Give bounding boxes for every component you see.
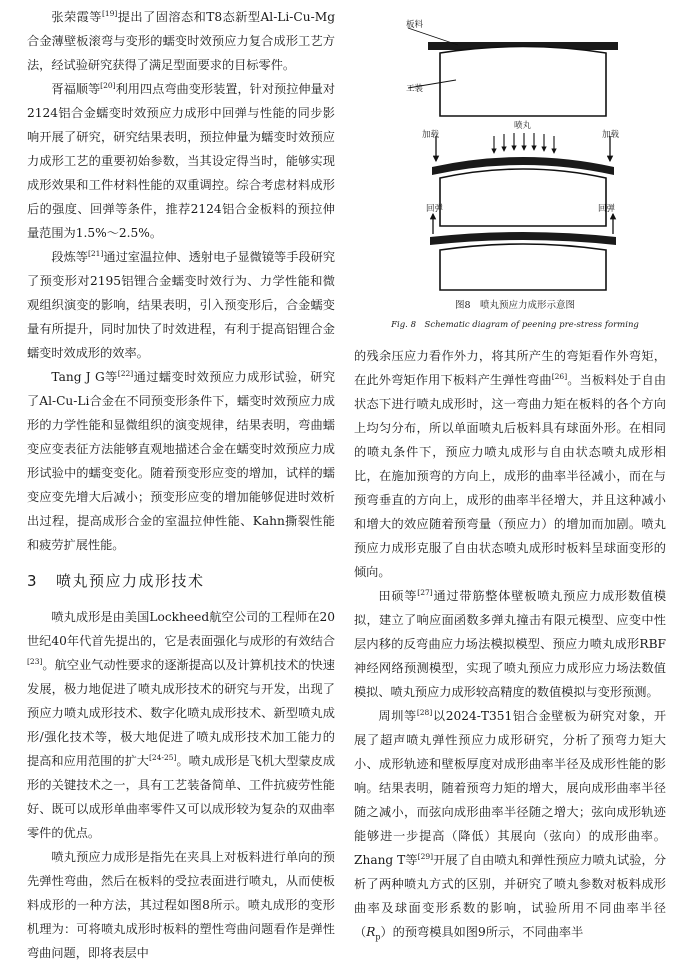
paragraph [354, 344, 666, 584]
citation: [28] [416, 708, 433, 717]
paragraph-text: 提出了固溶态和T8态新型Al-Li-Cu-Mg合金薄壁板滚弯与变形的蠕变时效预应力复合成形工艺方法，经试验研究获得了满足型面要求的目标零件。 [27, 10, 335, 72]
paragraph-text: 通过蠕变时效预应力成形试验，研究了Al-Cu-Li合金在不同预变形条件下，蠕变时效预应力成形的力学性能和显微组织的演变规律，结果表明，弯曲蠕变应变表征方法能够直观地描述合金在蠕变时效预应力成形试验中的蠕变变化。随着预变形应变的增加，试样的蠕变应变先增大后减小；预变形应变的增加能够促进时效析出过程，提高成形合金的室温拉伸性能、Kahn撕裂性能和疲劳扩展性能。 [27, 370, 336, 552]
author-name: Tang J G等 [51, 370, 118, 384]
paragraph-text: 。当板料处于自由状态下进行喷丸成形时，这一弯曲力矩在板料的各个方向上均匀分布，所以单面喷丸后板料具有球面外形。在相同的喷丸条件下，预应力喷丸成形与自由状态喷丸成形相比，在施加预弯的方向上，成形的曲率半径减小，而在与预弯垂直的方向上，成形的曲率半径增大，并且这种减小和增大的效应随着预弯量（预应力）的增加而加剧。喷丸预应力成形克服了自由状态喷丸成形时板料呈球面变形的倾向。 [354, 373, 667, 579]
stage-1-setup [408, 28, 618, 116]
paragraph [27, 5, 335, 77]
figure-caption-zh: 图8 喷丸预应力成形示意图 [454, 300, 576, 311]
paragraph [27, 245, 335, 365]
citation: [27] [417, 588, 433, 597]
paragraph [354, 584, 666, 704]
citation: [20] [100, 81, 116, 90]
fixture-2 [440, 169, 606, 226]
paragraph-text: 的残余压应力看作外力，将其所产生的弯矩看作外弯矩，在此外弯矩作用下板料产生弹性弯曲 [354, 349, 666, 387]
paragraph-text: 以2024-T351铝合金壁板为研究对象，开展了超声喷丸弹性预应力成形研究，分析了预弯力矩大小、成形轨迹和壁板厚度对成形曲率半径及成形性能的影响。结果表明，随着预弯力矩的增大，展向成形曲率半径随之减小，而弦向成形曲率半径随之增大；弦向成形轨迹能够进一步提高（降低）其展向（弦向）的成形曲率。Zhang T等 [354, 709, 667, 867]
author-name: 段炼等 [51, 250, 88, 264]
paragraph-text: 利用四点弯曲变形装置，针对预拉伸量对2124铝合金蠕变时效预应力成形中回弹与性能的同步影响开展了研究，研究结果表明，预拉伸量为蠕变时效预应力成形工艺的重要初始参数，当其设定得当时，能够实现成形效果和工件材料性能的双重调控。综合考虑材料成形后的强度、回弹等条件，推荐2124铝合金板料的预拉伸量范围为1.5%～2.5%。 [27, 82, 336, 240]
author-name: 周圳等 [378, 709, 417, 723]
math-symbol: R [366, 925, 376, 939]
paragraph [354, 704, 666, 949]
paragraph-text: 开展了自由喷丸和弹性预应力喷丸试验，分析了两种喷丸方式的区别，并研究了喷丸参数对板料成形曲率及球面变形系数的影响，试验所用不同曲率半径（ [354, 853, 667, 939]
left-column [27, 5, 335, 965]
paragraph-text: 。喷丸成形是飞机大型蒙皮成形的关键技术之一，具有工艺装备简单、工件抗疲劳性能好、既可以成形单曲率零件又可以成形较为复杂的双曲率零件的优点。 [27, 754, 336, 840]
section-heading [27, 567, 335, 595]
label-fixture: 工装 [406, 84, 424, 94]
fixture-1 [440, 47, 606, 117]
paragraph [27, 77, 335, 245]
citation: [19] [101, 9, 118, 18]
label-springback-left: 回弹 [426, 204, 444, 214]
label-sheet: 板料 [406, 20, 424, 30]
label-shot-peening: 喷丸 [514, 121, 532, 131]
author-name: 胥福顺等 [51, 82, 101, 96]
citation: [24-25] [148, 753, 177, 762]
right-column [354, 344, 666, 949]
peening-diagram [360, 6, 670, 296]
author-name: 田硕等 [378, 589, 418, 603]
section-number: 3 [27, 572, 39, 590]
fixture-3 [440, 244, 606, 290]
paragraph [27, 365, 335, 557]
figure-8 [360, 6, 670, 334]
paragraph-text: 通过室温拉伸、透射电子显微镜等手段研究了预变形对2195铝锂合金蠕变时效行为、力学性能和微观组织演变的影响，结果表明，引入预变形后，合金蠕变量有所提升，同时加快了时效进程，有利于提高铝锂合金蠕变时效成形的效率。 [27, 250, 336, 360]
paragraph-text: 喷丸预应力成形是指先在夹具上对板料进行单向的预先弹性弯曲，然后在板料的受拉表面进行喷丸，从而使板料成形的一种方法，其过程如图8所示。喷丸成形的变形机理为：可将喷丸成形时板料的塑性弯曲问题看作是弹性弯曲问题，即将表层中 [27, 850, 335, 960]
label-load-left: 加载 [422, 130, 440, 140]
paragraph-text: 通过带筋整体壁板喷丸预应力成形数值模拟，建立了响应面函数多弹丸撞击有限元模型、应变中性层内移的反弯曲应力场法模拟模型、预应力喷丸成形RBF神经网络预测模型，实现了喷丸预应力成形应力场法数值模拟、喷丸预应力成形较高精度的数值模拟与变形预测。 [354, 589, 667, 699]
citation: [21] [87, 249, 104, 258]
sheet-springback [430, 232, 616, 245]
citation: [26] [551, 372, 568, 381]
figure-caption-en: Fig. 8 Schematic diagram of peening pre-stress forming [391, 320, 639, 330]
section-title: 喷丸预应力成形技术 [56, 572, 205, 590]
author-name: 张荣霞等 [51, 10, 102, 24]
math-subscript: p [375, 932, 381, 942]
paragraph [27, 845, 335, 965]
paragraph-text: 喷丸成形是由美国Lockheed航空公司的工程师在20世纪40年代首先提出的，它是表面强化与成形的有效结合 [27, 610, 336, 648]
citation: [29] [417, 852, 434, 861]
label-springback-right: 回弹 [598, 204, 616, 214]
paragraph-text: ）的预弯模具如图9所示，不同曲率半 [380, 925, 584, 939]
citation: [23] [27, 657, 43, 666]
citation: [22] [117, 369, 134, 378]
paragraph [27, 605, 335, 845]
stage-2-peening [432, 133, 614, 226]
label-load-right: 加载 [602, 130, 620, 140]
paragraph-text: 。航空业气动性要求的逐渐提高以及计算机技术的快速发展，极力地促进了喷丸成形技术的研究与开发，出现了预应力喷丸成形技术、数字化喷丸成形技术、新型喷丸成形/强化技术等，极大地促进了喷丸成形技术加工能力的提高和应用范围的扩大 [27, 658, 335, 768]
